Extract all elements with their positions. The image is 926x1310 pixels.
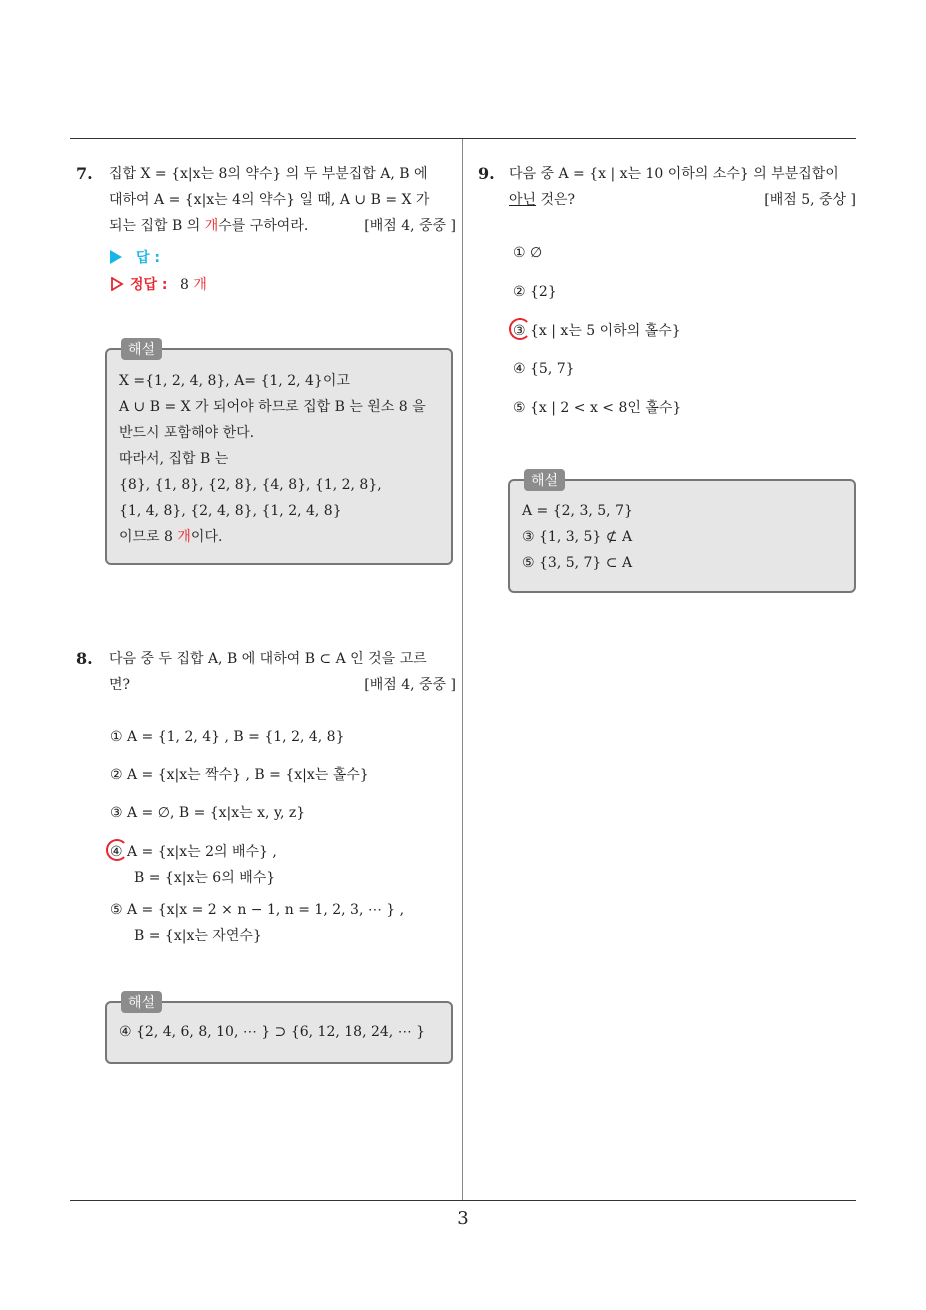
option-2[interactable]: ② {2} <box>513 284 557 300</box>
score-meta: [배점 4, 중중 ] <box>364 218 456 234</box>
question-line: 되는 집합 B 의 개수를 구하여라. [배점 4, 중중 ] <box>109 213 456 239</box>
option-4[interactable]: ④ {5, 7} <box>513 361 575 377</box>
explanation-box <box>508 473 856 593</box>
explanation-line: ⑤ {3, 5, 7} ⊂ A <box>522 555 633 571</box>
explanation-line: ③ {1, 3, 5} ⊄ A <box>522 529 633 545</box>
option-5[interactable]: ⑤ A = {x|x = 2 × n − 1, n = 1, 2, 3, ⋯ } , <box>110 902 405 918</box>
question-number: 8. <box>76 649 93 668</box>
explanation-line: {1, 4, 8}, {2, 4, 8}, {1, 2, 4, 8} <box>119 503 342 519</box>
option-2[interactable]: ② A = {x|x는 짝수} , B = {x|x는 홀수} <box>110 767 369 783</box>
option-4-continued: B = {x|x는 6의 배수} <box>134 870 276 886</box>
explanation-line: ④ {2, 4, 6, 8, 10, ⋯ } ⊃ {6, 12, 18, 24, ⋯ } <box>119 1024 426 1040</box>
question-7 <box>76 161 456 239</box>
page-number: 3 <box>457 1208 469 1229</box>
explanation-line: A ∪ B = X 가 되어야 하므로 집합 B 는 원소 8 을 <box>119 399 426 415</box>
question-line: 다음 중 A = {x | x는 10 이하의 소수} 의 부분집합이 <box>509 166 839 182</box>
option-5[interactable]: ⑤ {x | 2 < x < 8인 홀수} <box>513 400 682 416</box>
question-8 <box>76 646 456 698</box>
score-meta: [배점 5, 중상 ] <box>764 192 856 208</box>
question-number: 7. <box>76 164 93 183</box>
explanation-tag: 해설 <box>121 991 162 1013</box>
bottom-rule <box>70 1200 856 1201</box>
explanation-tag: 해설 <box>524 469 565 491</box>
question-number: 9. <box>478 164 495 183</box>
explanation-line: 따라서, 집합 B 는 <box>119 451 229 467</box>
option-1[interactable]: ① A = {1, 2, 4} , B = {1, 2, 4, 8} <box>110 729 345 745</box>
question-line: 아닌 것은? [배점 5, 중상 ] <box>509 187 856 213</box>
answer-row <box>110 247 160 267</box>
option-3[interactable]: ③ A = ∅, B = {x|x는 x, y, z} <box>110 805 306 821</box>
explanation-line: 반드시 포함해야 한다. <box>119 425 255 441</box>
option-5-continued: B = {x|x는 자연수} <box>134 928 262 944</box>
solution-value: 8 <box>179 277 194 293</box>
solution-unit: 개 <box>193 277 207 293</box>
explanation-tag: 해설 <box>121 338 162 360</box>
solution-row <box>110 274 207 294</box>
question-line: 집합 X = {x|x는 8의 약수} 의 두 부분집합 A, B 에 <box>109 166 428 182</box>
option-4[interactable]: ④ A = {x|x는 2의 배수} , <box>110 844 277 860</box>
explanation-box <box>105 995 453 1064</box>
top-rule <box>70 138 856 139</box>
column-divider <box>462 139 463 1201</box>
option-1[interactable]: ① ∅ <box>513 245 543 261</box>
explanation-line: 이므로 8 개이다. <box>119 529 223 545</box>
explanation-line: A = {2, 3, 5, 7} <box>522 503 633 519</box>
question-line: 다음 중 두 집합 A, B 에 대하여 B ⊂ A 인 것을 고르 <box>109 651 427 667</box>
answer-label: 답 : <box>136 250 160 266</box>
question-line: 면? [배점 4, 중중 ] <box>109 672 456 698</box>
question-line: 대하여 A = {x|x는 4의 약수} 일 때, A ∪ B = X 가 <box>109 192 430 208</box>
explanation-line: X ={1, 2, 4, 8}, A= {1, 2, 4}이고 <box>119 373 350 389</box>
option-3[interactable]: ③ {x | x는 5 이하의 홀수} <box>513 323 681 339</box>
play-outline-icon <box>110 277 124 291</box>
play-filled-icon <box>110 250 122 264</box>
explanation-box <box>105 342 453 565</box>
score-meta: [배점 4, 중중 ] <box>364 677 456 693</box>
solution-label: 정답 : <box>130 277 168 293</box>
question-9 <box>478 161 856 213</box>
explanation-line: {8}, {1, 8}, {2, 8}, {4, 8}, {1, 2, 8}, <box>119 477 382 493</box>
